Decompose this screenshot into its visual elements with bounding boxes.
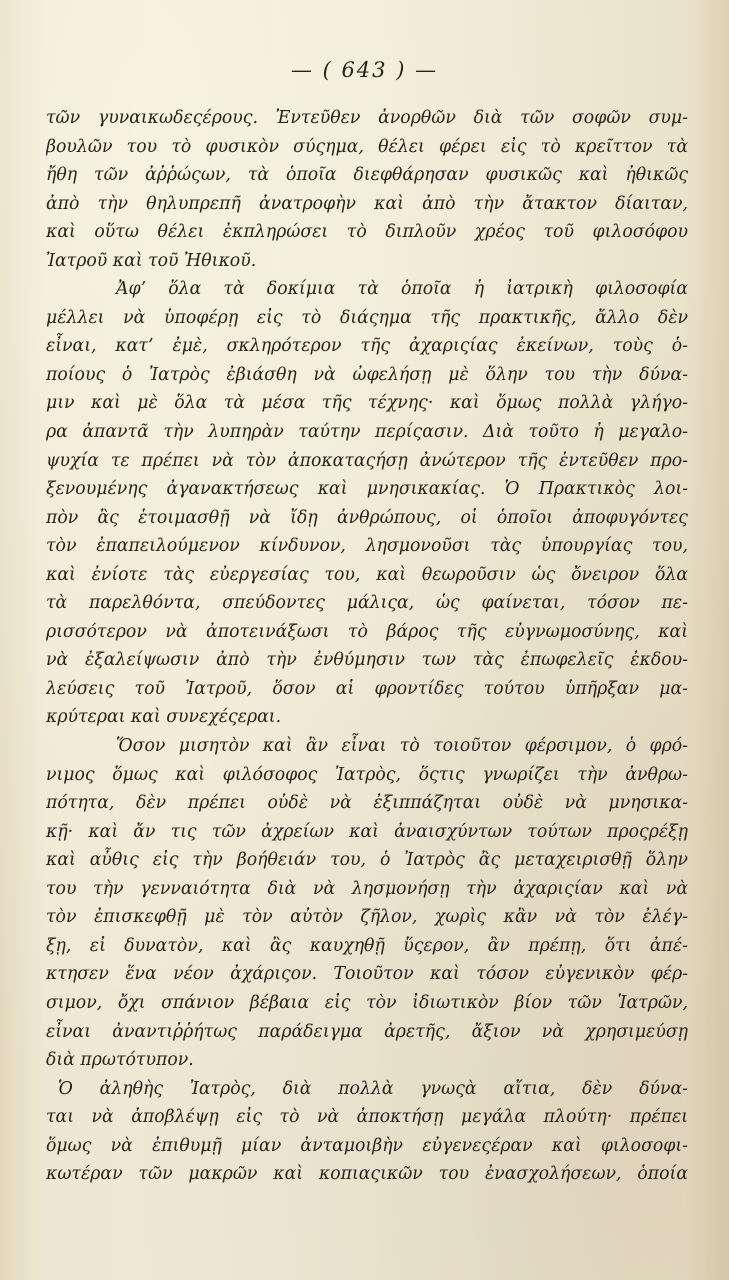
text-line: ρισσότερον νὰ ἀποτεινάξωσι τὸ βάρος τῆς εὐγνωμοσύνης, καὶ xyxy=(46,621,688,642)
text-line: μιν καὶ μὲ ὅλα τὰ μέσα τῆς τέχνης· καὶ ὅμως πολλὰ γλήγο- xyxy=(46,393,688,414)
text-line: νιμος ὅμως καὶ φιλόσοφος Ἰατρὸς, ὅςτις γνωρίζει τὴν ἀνθρω- xyxy=(46,764,688,785)
paragraph-start: Ὁ ἀληθὴς Ἰατρὸς, διὰ πολλὰ γνωςὰ αἴτια, δὲν δύνα- xyxy=(58,1078,688,1099)
text-line: ἤθη τῶν ἀῤῥώςων, τὰ ὁποῖα διεφθάρησαν φυσικῶς καὶ ἠθικῶς xyxy=(46,165,688,186)
text-line: ποίους ὁ Ἰατρὸς ἐβιάσθη νὰ ὠφελήσῃ μὲ ὅλην του τὴν δύνα- xyxy=(46,364,688,385)
text-line: ψυχία τε πρέπει νὰ τὸν ἀποκαταςήσῃ ἀνώτερον τῆς ἐντεῦθεν προ- xyxy=(46,450,688,471)
text-line: κωτέραν τῶν μακρῶν καὶ κοπιαςικῶν του ἐνασχολήσεων, ὁποία xyxy=(46,1164,688,1185)
text-line: τὰ παρελθόντα, σπεύδοντες μάλιςα, ὡς φαίνεται, τόσον πε- xyxy=(46,593,688,614)
text-line: λεύσεις τοῦ Ἰατροῦ, ὅσον αἱ φροντίδες τούτου ὑπῆρξαν μα- xyxy=(46,678,688,699)
text-line: κῇ· καὶ ἄν τις τῶν ἀχρείων καὶ ἀναισχύντων τούτων προςρέξῃ xyxy=(46,821,688,842)
text-line: του τὴν γενναιότητα διὰ νὰ λησμονήσῃ τὴν ἀχαριςίαν καὶ νὰ xyxy=(46,878,688,899)
text-line: τῶν γυναικωδεςέρους. Ἐντεῦθεν ἀνορθῶν διὰ τῶν σοφῶν συμ- xyxy=(46,108,688,128)
text-line: τὸν ἐπισκεφθῇ μὲ τὸν αὐτὸν ζῆλον, χωρὶς κἂν νὰ τὸν ἐλέγ- xyxy=(46,907,688,928)
text-line: καὶ ἐνίοτε τὰς εὐεργεσίας του, καὶ θεωροῦσιν ὡς ὄνειρον ὅλα xyxy=(46,564,688,585)
text-line: πὸν ἂς ἑτοιμασθῇ νὰ ἴδῃ ἀνθρώπους, οἱ ὁποῖοι ἀποφυγόντες xyxy=(46,507,688,528)
text-line: βουλῶν του τὸ φυσικὸν σύςημα, θέλει φέρει εἰς τὸ κρεῖττον τὰ xyxy=(46,136,688,157)
text-line: κρύτεραι καὶ συνεχέςεραι. xyxy=(46,707,282,728)
text-line: μέλλει νὰ ὑποφέρῃ εἰς τὸ διάςημα τῆς πρακτικῆς, ἄλλο δὲν xyxy=(46,307,688,328)
text-line: ἀπὸ τὴν θηλυπρεπῆ ἀνατροφὴν καὶ ἀπὸ τὴν ἄτακτον δίαιταν, xyxy=(46,193,688,214)
text-line: νὰ ἐξαλείψωσιν ἀπὸ τὴν ἐνθύμησιν των τὰς ἐπωφελεῖς ἐκδου- xyxy=(46,650,688,671)
text-line: τὸν ἐπαπειλούμενον κίνδυνον, λησμονοῦσι τὰς ὑπουργίας του, xyxy=(46,536,688,557)
text-line: ξενουμένης ἀγανακτήσεως καὶ μνησικακίας. Ὁ Πρακτικὸς λοι- xyxy=(46,479,688,500)
text-line: εἶναι ἀναντιῤῥήτως παράδειγμα ἀρετῆς, ἄξιον νὰ χρησιμεύσῃ xyxy=(46,1021,688,1042)
text-line: ξῃ, εἰ δυνατὸν, καὶ ἂς καυχηθῇ ὕςερον, ἂν πρέπῃ, ὅτι ἀπέ- xyxy=(46,935,688,956)
text-line: διὰ πρωτότυπον. xyxy=(46,1050,194,1071)
text-line: ρα ἀπαντᾶ τὴν λυπηρὰν ταύτην περίςασιν. Διὰ τοῦτο ἡ μεγαλο- xyxy=(46,422,688,443)
body-text xyxy=(46,104,688,1189)
text-line: ὅμως νὰ ἐπιθυμῇ μίαν ἀνταμοιβὴν εὐγενεςέραν καὶ φιλοσοφι- xyxy=(46,1135,688,1156)
text-line: ται νὰ ἀποβλέψῃ εἰς τὸ νὰ ἀποκτήσῃ μεγάλα πλούτη· πρέπει xyxy=(46,1107,688,1128)
text-line: καὶ οὕτω θέλει ἐκπληρώσει τὸ διπλοῦν χρέος τοῦ φιλοσόφου xyxy=(46,222,688,243)
text-line: εἶναι, κατ’ ἐμὲ, σκληρότερον τῆς ἀχαριςίας ἐκείνων, τοὺς ὁ- xyxy=(46,336,688,357)
text-line: πότητα, δὲν πρέπει οὐδὲ νὰ ἐξιππάζηται οὐδὲ νὰ μνησικα- xyxy=(46,793,688,814)
text-line: σιμον, ὄχι σπάνιον βέβαια εἰς τὸν ἰδιωτικὸν βίον τῶν Ἰατρῶν, xyxy=(46,992,688,1013)
text-line: Ἰατροῦ καὶ τοῦ Ἠθικοῦ. xyxy=(46,250,257,271)
text-line: καὶ αὖθις εἰς τὴν βοήθειάν του, ὁ Ἰατρὸς ἂς μεταχειρισθῇ ὅλην xyxy=(46,850,688,871)
paragraph-start: Ἀφ’ ὅλα τὰ δοκίμια τὰ ὁποῖα ἡ ἰατρικὴ φιλοσοφία xyxy=(116,279,688,300)
text-line: κτησεν ἕνα νέον ἀχάριςον. Τοιοῦτον καὶ τόσον εὐγενικὸν φέρ- xyxy=(46,964,688,985)
page-number: — ( 643 ) — xyxy=(290,58,439,82)
paragraph-start: Ὅσον μισητὸν καὶ ἂν εἶναι τὸ τοιοῦτον φέρσιμον, ὁ φρό- xyxy=(116,736,688,757)
